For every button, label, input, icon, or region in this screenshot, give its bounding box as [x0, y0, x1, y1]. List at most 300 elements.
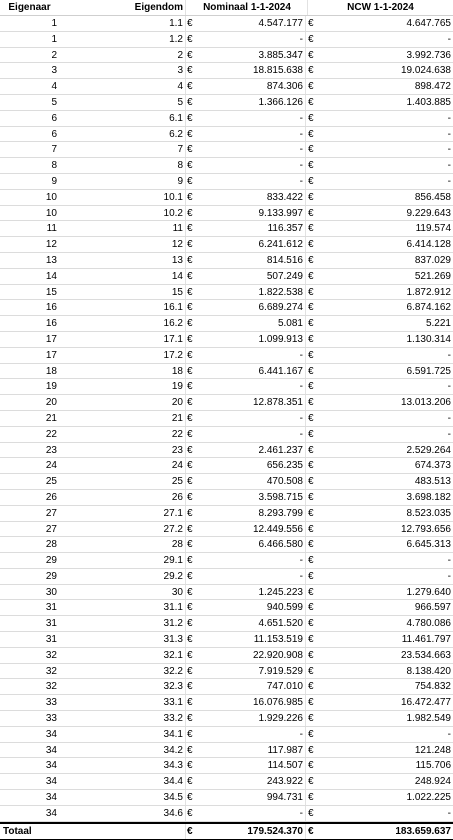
nominal-cell[interactable]: 11.153.519	[199, 632, 306, 647]
property-cell[interactable]: 31.3	[59, 632, 186, 647]
nominal-currency-cell[interactable]: €	[187, 286, 193, 298]
ncw-currency-cell[interactable]: €	[308, 112, 314, 124]
ncw-cell[interactable]: 6.591.725	[406, 365, 451, 377]
ncw-cell[interactable]: 1.982.549	[406, 713, 451, 725]
nominal-currency-cell[interactable]: €	[187, 681, 193, 693]
ncw-cell[interactable]: 483.513	[414, 476, 451, 488]
owner-cell[interactable]: 14	[45, 270, 57, 282]
ncw-cell[interactable]: -	[447, 412, 451, 424]
nominal-currency-cell[interactable]: €	[187, 302, 193, 314]
ncw-currency-cell[interactable]: €	[308, 65, 314, 77]
nominal-cell[interactable]: -	[199, 127, 306, 142]
property-cell[interactable]: 34.5	[59, 790, 186, 805]
property-cell[interactable]: 10.2	[59, 206, 186, 221]
nominal-currency-cell[interactable]: €	[187, 49, 193, 61]
nominal-cell[interactable]: 4.547.177	[199, 16, 306, 31]
owner-cell[interactable]: 30	[45, 586, 57, 598]
owner-cell[interactable]: 22	[45, 428, 57, 440]
owner-cell[interactable]: 1	[51, 18, 57, 29]
ncw-currency-cell[interactable]: €	[308, 776, 314, 788]
ncw-currency-cell[interactable]: €	[308, 760, 314, 772]
owner-cell[interactable]: 23	[45, 444, 57, 456]
ncw-currency-cell[interactable]: €	[308, 223, 314, 235]
nominal-currency-cell[interactable]: €	[187, 444, 193, 456]
ncw-currency-cell[interactable]: €	[308, 96, 314, 108]
nominal-cell[interactable]: 3.885.347	[199, 48, 306, 63]
ncw-cell[interactable]: 6.874.162	[406, 302, 451, 314]
property-cell[interactable]: 32.3	[59, 679, 186, 694]
nominal-cell[interactable]: -	[199, 142, 306, 157]
property-cell[interactable]: 3	[59, 63, 186, 78]
ncw-cell[interactable]: 11.461.797	[401, 634, 451, 646]
property-cell[interactable]: 17.2	[59, 348, 186, 363]
nominal-currency-cell[interactable]: €	[187, 33, 193, 45]
nominal-cell[interactable]: -	[199, 379, 306, 394]
ncw-cell[interactable]: -	[447, 33, 451, 45]
ncw-cell[interactable]: 754.832	[414, 681, 451, 693]
nominal-currency-cell[interactable]: €	[187, 128, 193, 140]
nominal-currency-cell[interactable]: €	[187, 460, 193, 472]
nominal-currency-cell[interactable]: €	[187, 333, 193, 345]
owner-cell[interactable]: 7	[51, 144, 57, 156]
ncw-cell[interactable]: -	[447, 112, 451, 124]
owner-cell[interactable]: 31	[45, 618, 57, 630]
ncw-cell[interactable]: 5.221	[425, 318, 451, 330]
nominal-cell[interactable]: 994.731	[199, 790, 306, 805]
nominal-currency-cell[interactable]: €	[187, 807, 193, 819]
nominal-currency-cell[interactable]: €	[187, 207, 193, 219]
nominal-cell[interactable]: 470.508	[199, 474, 306, 489]
property-cell[interactable]: 27.2	[59, 522, 186, 537]
ncw-currency-cell[interactable]: €	[308, 555, 314, 567]
owner-cell[interactable]: 8	[51, 160, 57, 172]
ncw-cell[interactable]: -	[447, 570, 451, 582]
nominal-currency-cell[interactable]: €	[187, 570, 193, 582]
ncw-currency-cell[interactable]: €	[308, 476, 314, 488]
nominal-cell[interactable]: 1.929.226	[199, 711, 306, 726]
ncw-currency-cell[interactable]: €	[308, 681, 314, 693]
ncw-cell[interactable]: 119.574	[415, 223, 451, 235]
total-nominal[interactable]: 179.524.370	[199, 824, 306, 839]
nominal-currency-cell[interactable]: €	[187, 728, 193, 740]
ncw-cell[interactable]: 248.924	[414, 776, 451, 788]
ncw-cell[interactable]: 966.597	[414, 602, 451, 614]
property-cell[interactable]: 27.1	[59, 506, 186, 521]
header-ncw[interactable]: NCW 1-1-2024	[347, 2, 414, 13]
property-cell[interactable]: 1.2	[59, 32, 186, 47]
nominal-currency-cell[interactable]: €	[187, 744, 193, 756]
ncw-cell[interactable]: -	[447, 381, 451, 393]
owner-cell[interactable]: 34	[45, 760, 57, 772]
nominal-currency-cell[interactable]: €	[187, 270, 193, 282]
nominal-cell[interactable]: 22.920.908	[199, 648, 306, 663]
ncw-currency-cell[interactable]: €	[308, 444, 314, 456]
ncw-currency-cell[interactable]: €	[308, 586, 314, 598]
property-cell[interactable]: 18	[59, 364, 186, 379]
ncw-currency-cell[interactable]: €	[308, 460, 314, 472]
nominal-cell[interactable]: 7.919.529	[199, 664, 306, 679]
nominal-currency-cell[interactable]: €	[187, 507, 193, 519]
nominal-cell[interactable]: 747.010	[199, 679, 306, 694]
nominal-cell[interactable]: -	[199, 174, 306, 189]
nominal-currency-cell[interactable]: €	[187, 397, 193, 409]
property-cell[interactable]: 20	[59, 395, 186, 410]
total-nominal-currency[interactable]: €	[187, 825, 193, 837]
property-cell[interactable]: 2	[59, 48, 186, 63]
owner-cell[interactable]: 6	[51, 112, 57, 124]
nominal-cell[interactable]: -	[199, 727, 306, 742]
nominal-currency-cell[interactable]: €	[187, 239, 193, 251]
property-cell[interactable]: 33.1	[59, 695, 186, 710]
nominal-currency-cell[interactable]: €	[187, 412, 193, 424]
ncw-cell[interactable]: 1.130.314	[406, 333, 451, 345]
owner-cell[interactable]: 17	[45, 333, 57, 345]
nominal-cell[interactable]: 116.357	[199, 221, 306, 236]
owner-cell[interactable]: 26	[45, 491, 57, 503]
ncw-cell[interactable]: 837.029	[414, 254, 451, 266]
ncw-currency-cell[interactable]: €	[308, 744, 314, 756]
owner-cell[interactable]: 17	[45, 349, 57, 361]
nominal-currency-cell[interactable]: €	[187, 776, 193, 788]
nominal-currency-cell[interactable]: €	[187, 555, 193, 567]
ncw-cell[interactable]: 9.229.643	[406, 207, 451, 219]
nominal-cell[interactable]: 12.878.351	[199, 395, 306, 410]
nominal-cell[interactable]: 114.507	[199, 758, 306, 773]
owner-cell[interactable]: 34	[45, 776, 57, 788]
ncw-cell[interactable]: 3.698.182	[406, 491, 451, 503]
owner-cell[interactable]: 9	[51, 175, 57, 187]
ncw-cell[interactable]: 2.529.264	[406, 444, 451, 456]
nominal-currency-cell[interactable]: €	[187, 96, 193, 108]
ncw-cell[interactable]: 13.013.206	[400, 397, 451, 409]
ncw-cell[interactable]: -	[447, 144, 451, 156]
total-ncw[interactable]: 183.659.637	[395, 825, 451, 837]
ncw-currency-cell[interactable]: €	[308, 697, 314, 709]
owner-cell[interactable]: 18	[45, 365, 57, 377]
owner-cell[interactable]: 16	[45, 318, 57, 330]
property-cell[interactable]: 28	[59, 537, 186, 552]
nominal-currency-cell[interactable]: €	[187, 586, 193, 598]
total-label[interactable]: Totaal	[3, 825, 32, 837]
property-cell[interactable]: 9	[59, 174, 186, 189]
nominal-cell[interactable]: -	[199, 411, 306, 426]
ncw-currency-cell[interactable]: €	[308, 270, 314, 282]
nominal-currency-cell[interactable]: €	[187, 191, 193, 203]
ncw-cell[interactable]: 8.138.420	[406, 665, 451, 677]
property-cell[interactable]: 34.4	[59, 774, 186, 789]
ncw-currency-cell[interactable]: €	[308, 49, 314, 61]
nominal-cell[interactable]: 6.241.612	[199, 237, 306, 252]
nominal-cell[interactable]: -	[199, 569, 306, 584]
nominal-currency-cell[interactable]: €	[187, 491, 193, 503]
owner-cell[interactable]: 28	[45, 539, 57, 551]
nominal-currency-cell[interactable]: €	[187, 65, 193, 77]
ncw-currency-cell[interactable]: €	[308, 728, 314, 740]
nominal-cell[interactable]: -	[199, 158, 306, 173]
nominal-cell[interactable]: 5.081	[199, 316, 306, 331]
nominal-cell[interactable]: 1.366.126	[199, 95, 306, 110]
property-cell[interactable]: 14	[59, 269, 186, 284]
nominal-cell[interactable]: -	[199, 427, 306, 442]
nominal-currency-cell[interactable]: €	[187, 539, 193, 551]
nominal-cell[interactable]: -	[199, 348, 306, 363]
property-cell[interactable]: 22	[59, 427, 186, 442]
total-ncw-currency[interactable]: €	[308, 825, 314, 837]
owner-cell[interactable]: 33	[45, 713, 57, 725]
nominal-currency-cell[interactable]: €	[187, 144, 193, 156]
ncw-currency-cell[interactable]: €	[308, 412, 314, 424]
owner-cell[interactable]: 5	[51, 96, 57, 108]
nominal-currency-cell[interactable]: €	[187, 18, 193, 29]
property-cell[interactable]: 6.1	[59, 111, 186, 126]
owner-cell[interactable]: 32	[45, 681, 57, 693]
ncw-currency-cell[interactable]: €	[308, 428, 314, 440]
owner-cell[interactable]: 27	[45, 507, 57, 519]
owner-cell[interactable]: 29	[45, 555, 57, 567]
ncw-cell[interactable]: -	[447, 175, 451, 187]
owner-cell[interactable]: 13	[45, 254, 57, 266]
ncw-cell[interactable]: -	[447, 160, 451, 172]
nominal-cell[interactable]: 4.651.520	[199, 616, 306, 631]
ncw-cell[interactable]: 1.872.912	[406, 286, 451, 298]
property-cell[interactable]: 6.2	[59, 127, 186, 142]
property-cell[interactable]: 10.1	[59, 190, 186, 205]
nominal-currency-cell[interactable]: €	[187, 634, 193, 646]
ncw-cell[interactable]: 1.403.885	[406, 96, 451, 108]
ncw-currency-cell[interactable]: €	[308, 807, 314, 819]
nominal-cell[interactable]: 1.099.913	[199, 332, 306, 347]
ncw-currency-cell[interactable]: €	[308, 523, 314, 535]
nominal-currency-cell[interactable]: €	[187, 112, 193, 124]
ncw-currency-cell[interactable]: €	[308, 507, 314, 519]
ncw-currency-cell[interactable]: €	[308, 254, 314, 266]
nominal-cell[interactable]: -	[199, 32, 306, 47]
nominal-currency-cell[interactable]: €	[187, 697, 193, 709]
ncw-currency-cell[interactable]: €	[308, 381, 314, 393]
ncw-cell[interactable]: -	[447, 128, 451, 140]
owner-cell[interactable]: 24	[45, 460, 57, 472]
nominal-cell[interactable]: 656.235	[199, 458, 306, 473]
ncw-currency-cell[interactable]: €	[308, 618, 314, 630]
ncw-currency-cell[interactable]: €	[308, 286, 314, 298]
ncw-cell[interactable]: -	[447, 349, 451, 361]
nominal-cell[interactable]: 6.466.580	[199, 537, 306, 552]
ncw-cell[interactable]: -	[447, 807, 451, 819]
owner-cell[interactable]: 10	[45, 191, 57, 203]
property-cell[interactable]: 12	[59, 237, 186, 252]
ncw-cell[interactable]: 856.458	[414, 191, 451, 203]
ncw-currency-cell[interactable]: €	[308, 18, 314, 29]
ncw-currency-cell[interactable]: €	[308, 128, 314, 140]
ncw-cell[interactable]: 674.373	[414, 460, 451, 472]
property-cell[interactable]: 34.3	[59, 758, 186, 773]
ncw-currency-cell[interactable]: €	[308, 602, 314, 614]
property-cell[interactable]: 33.2	[59, 711, 186, 726]
nominal-cell[interactable]: 507.249	[199, 269, 306, 284]
property-cell[interactable]: 19	[59, 379, 186, 394]
ncw-cell[interactable]: 1.279.640	[406, 586, 451, 598]
nominal-cell[interactable]: 8.293.799	[199, 506, 306, 521]
ncw-currency-cell[interactable]: €	[308, 302, 314, 314]
property-cell[interactable]: 16.2	[59, 316, 186, 331]
nominal-currency-cell[interactable]: €	[187, 160, 193, 172]
property-cell[interactable]: 13	[59, 253, 186, 268]
nominal-cell[interactable]: 940.599	[199, 600, 306, 615]
owner-cell[interactable]: 25	[45, 476, 57, 488]
ncw-cell[interactable]: -	[447, 555, 451, 567]
ncw-currency-cell[interactable]: €	[308, 207, 314, 219]
nominal-currency-cell[interactable]: €	[187, 318, 193, 330]
owner-cell[interactable]: 29	[45, 570, 57, 582]
nominal-cell[interactable]: 814.516	[199, 253, 306, 268]
nominal-cell[interactable]: 9.133.997	[199, 206, 306, 221]
nominal-currency-cell[interactable]: €	[187, 649, 193, 661]
nominal-cell[interactable]: 1.822.538	[199, 285, 306, 300]
nominal-cell[interactable]: 833.422	[199, 190, 306, 205]
nominal-cell[interactable]: 243.922	[199, 774, 306, 789]
ncw-currency-cell[interactable]: €	[308, 634, 314, 646]
nominal-cell[interactable]: 1.245.223	[199, 585, 306, 600]
owner-cell[interactable]: 3	[51, 65, 57, 77]
nominal-currency-cell[interactable]: €	[187, 254, 193, 266]
nominal-cell[interactable]: -	[199, 806, 306, 821]
nominal-cell[interactable]: 117.987	[199, 743, 306, 758]
ncw-cell[interactable]: 121.248	[414, 744, 451, 756]
property-cell[interactable]: 4	[59, 79, 186, 94]
owner-cell[interactable]: 32	[45, 665, 57, 677]
ncw-cell[interactable]: 19.024.638	[400, 65, 451, 77]
ncw-currency-cell[interactable]: €	[308, 792, 314, 804]
ncw-currency-cell[interactable]: €	[308, 144, 314, 156]
nominal-currency-cell[interactable]: €	[187, 381, 193, 393]
property-cell[interactable]: 34.1	[59, 727, 186, 742]
ncw-currency-cell[interactable]: €	[308, 539, 314, 551]
owner-cell[interactable]: 34	[45, 728, 57, 740]
ncw-cell[interactable]: 521.269	[414, 270, 451, 282]
property-cell[interactable]: 24	[59, 458, 186, 473]
owner-cell[interactable]: 19	[45, 381, 57, 393]
ncw-cell[interactable]: 12.793.656	[400, 523, 451, 535]
owner-cell[interactable]: 31	[45, 634, 57, 646]
nominal-currency-cell[interactable]: €	[187, 602, 193, 614]
owner-cell[interactable]: 12	[45, 239, 57, 251]
nominal-cell[interactable]: 18.815.638	[199, 63, 306, 78]
ncw-currency-cell[interactable]: €	[308, 349, 314, 361]
owner-cell[interactable]: 2	[51, 49, 57, 61]
property-cell[interactable]: 8	[59, 158, 186, 173]
property-cell[interactable]: 23	[59, 443, 186, 458]
nominal-currency-cell[interactable]: €	[187, 760, 193, 772]
owner-cell[interactable]: 34	[45, 744, 57, 756]
nominal-cell[interactable]: 12.449.556	[199, 522, 306, 537]
property-cell[interactable]: 15	[59, 285, 186, 300]
property-cell[interactable]: 34.6	[59, 806, 186, 821]
property-cell[interactable]: 11	[59, 221, 186, 236]
nominal-cell[interactable]: -	[199, 553, 306, 568]
nominal-currency-cell[interactable]: €	[187, 365, 193, 377]
nominal-cell[interactable]: -	[199, 111, 306, 126]
owner-cell[interactable]: 16	[45, 302, 57, 314]
ncw-currency-cell[interactable]: €	[308, 175, 314, 187]
ncw-currency-cell[interactable]: €	[308, 649, 314, 661]
ncw-cell[interactable]: 6.414.128	[406, 239, 451, 251]
owner-cell[interactable]: 4	[51, 81, 57, 93]
ncw-cell[interactable]: 4.780.086	[406, 618, 451, 630]
owner-cell[interactable]: 15	[45, 286, 57, 298]
owner-cell[interactable]: 33	[45, 697, 57, 709]
header-nominal[interactable]: Nominaal 1-1-2024	[187, 0, 308, 15]
property-cell[interactable]: 34.2	[59, 743, 186, 758]
ncw-currency-cell[interactable]: €	[308, 365, 314, 377]
property-cell[interactable]: 7	[59, 142, 186, 157]
nominal-cell[interactable]: 16.076.985	[199, 695, 306, 710]
total-property-cell[interactable]	[59, 824, 186, 839]
property-cell[interactable]: 16.1	[59, 300, 186, 315]
property-cell[interactable]: 26	[59, 490, 186, 505]
owner-cell[interactable]: 11	[46, 223, 57, 235]
owner-cell[interactable]: 10	[45, 207, 57, 219]
nominal-currency-cell[interactable]: €	[187, 476, 193, 488]
header-owner[interactable]: Eigenaar	[8, 2, 51, 13]
ncw-cell[interactable]: 898.472	[414, 81, 451, 93]
ncw-cell[interactable]: -	[447, 428, 451, 440]
ncw-currency-cell[interactable]: €	[308, 160, 314, 172]
nominal-currency-cell[interactable]: €	[187, 792, 193, 804]
nominal-cell[interactable]: 6.689.274	[199, 300, 306, 315]
ncw-currency-cell[interactable]: €	[308, 191, 314, 203]
ncw-currency-cell[interactable]: €	[308, 665, 314, 677]
owner-cell[interactable]: 34	[45, 792, 57, 804]
header-property[interactable]: Eigendom	[59, 0, 186, 15]
ncw-currency-cell[interactable]: €	[308, 33, 314, 45]
owner-cell[interactable]: 20	[45, 397, 57, 409]
owner-cell[interactable]: 34	[45, 807, 57, 819]
ncw-cell[interactable]: 115.706	[415, 760, 451, 772]
ncw-currency-cell[interactable]: €	[308, 239, 314, 251]
ncw-cell[interactable]: 23.534.663	[400, 649, 451, 661]
owner-cell[interactable]: 6	[51, 128, 57, 140]
ncw-cell[interactable]: -	[447, 728, 451, 740]
nominal-currency-cell[interactable]: €	[187, 175, 193, 187]
ncw-cell[interactable]: 6.645.313	[406, 539, 451, 551]
property-cell[interactable]: 5	[59, 95, 186, 110]
nominal-currency-cell[interactable]: €	[187, 618, 193, 630]
nominal-cell[interactable]: 2.461.237	[199, 443, 306, 458]
nominal-currency-cell[interactable]: €	[187, 223, 193, 235]
ncw-currency-cell[interactable]: €	[308, 713, 314, 725]
ncw-cell[interactable]: 1.022.225	[406, 792, 451, 804]
nominal-currency-cell[interactable]: €	[187, 665, 193, 677]
owner-cell[interactable]: 1	[51, 33, 57, 45]
nominal-cell[interactable]: 3.598.715	[199, 490, 306, 505]
ncw-currency-cell[interactable]: €	[308, 81, 314, 93]
property-cell[interactable]: 29.2	[59, 569, 186, 584]
ncw-currency-cell[interactable]: €	[308, 318, 314, 330]
nominal-currency-cell[interactable]: €	[187, 428, 193, 440]
ncw-currency-cell[interactable]: €	[308, 570, 314, 582]
ncw-cell[interactable]: 4.647.765	[406, 18, 451, 29]
nominal-currency-cell[interactable]: €	[187, 523, 193, 535]
ncw-currency-cell[interactable]: €	[308, 397, 314, 409]
nominal-cell[interactable]: 6.441.167	[199, 364, 306, 379]
nominal-currency-cell[interactable]: €	[187, 713, 193, 725]
ncw-currency-cell[interactable]: €	[308, 333, 314, 345]
owner-cell[interactable]: 31	[45, 602, 57, 614]
owner-cell[interactable]: 32	[45, 649, 57, 661]
nominal-currency-cell[interactable]: €	[187, 349, 193, 361]
property-cell[interactable]: 32.2	[59, 664, 186, 679]
ncw-cell[interactable]: 3.992.736	[406, 49, 451, 61]
